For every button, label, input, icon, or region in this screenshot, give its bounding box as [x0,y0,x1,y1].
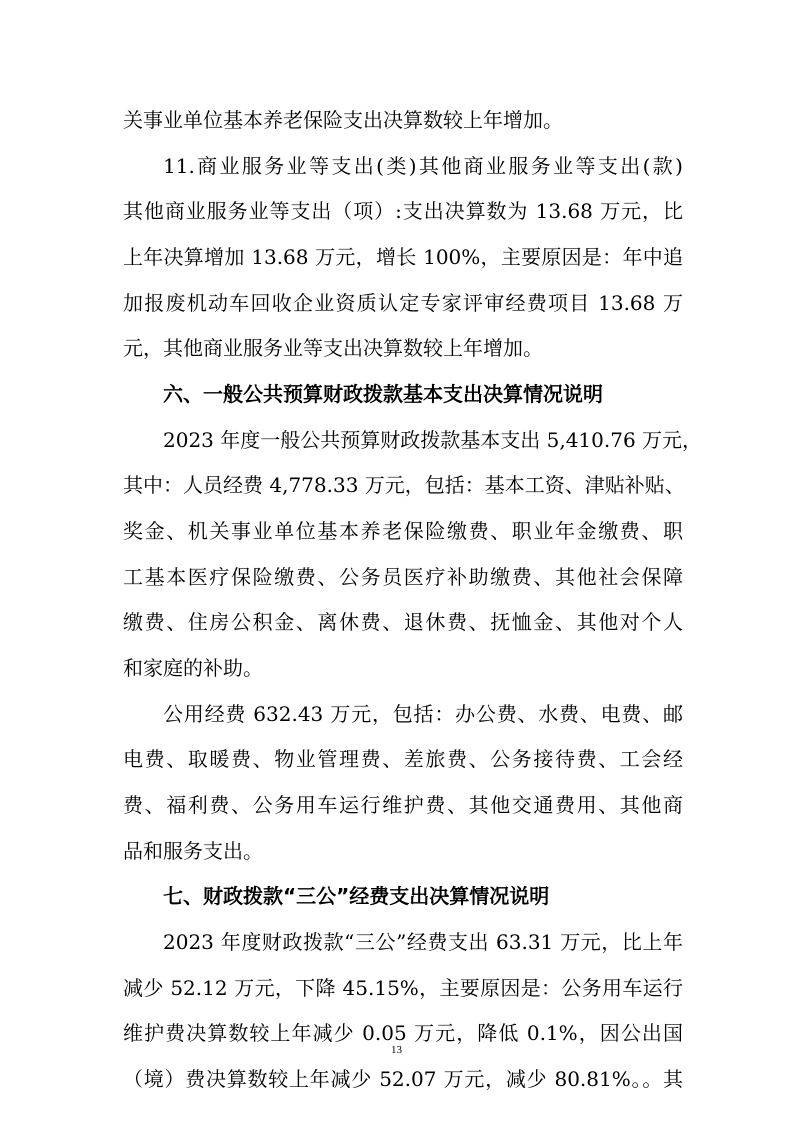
section-heading: 六、一般公共预算财政拨款基本支出决算情况说明 [163,382,603,406]
paragraph-line: 和家庭的补助。 [123,656,263,680]
paragraph-line: （境）费决算数较上年减少 52.07 万元，减少 80.81%。。其 [123,1067,683,1091]
paragraph-line: 奖金、机关事业单位基本养老保险缴费、职业年金缴费、职 [123,519,683,543]
paragraph-line: 2023 年度一般公共预算财政拨款基本支出 5,410.76 万元， [163,428,703,452]
paragraph-line: 加报废机动车回收企业资质认定专家评审经费项目 13.68 万 [123,291,683,315]
paragraph-line: 减少 52.12 万元，下降 45.15%，主要原因是：公务用车运行 [123,976,683,1000]
paragraph-line: 工基本医疗保险缴费、公务员医疗补助缴费、其他社会保障 [123,565,683,589]
paragraph-line: 缴费、住房公积金、离休费、退休费、抚恤金、其他对个人 [123,610,683,634]
paragraph-line: 维护费决算数较上年减少 0.05 万元，降低 0.1%，因公出国 [123,1021,683,1045]
paragraph-line: 其中：人员经费 4,778.33 万元，包括：基本工资、津贴补贴、 [123,473,685,497]
page-number: 13 [391,1044,402,1056]
paragraph-line: 元，其他商业服务业等支出决算数较上年增加。 [123,336,543,360]
paragraph-line: 11.商业服务业等支出(类)其他商业服务业等支出(款) [163,154,683,178]
paragraph-line: 上年决算增加 13.68 万元，增长 100%，主要原因是：年中追 [123,245,683,269]
paragraph-line: 公用经费 632.43 万元，包括：办公费、水费、电费、邮 [163,702,683,726]
paragraph-line: 费、福利费、公务用车运行维护费、其他交通费用、其他商 [123,793,683,817]
paragraph-line: 电费、取暖费、物业管理费、差旅费、公务接待费、工会经 [123,747,683,771]
paragraph-line: 其他商业服务业等支出（项）:支出决算数为 13.68 万元，比 [123,199,683,223]
paragraph-line: 2023 年度财政拨款“三公”经费支出 63.31 万元，比上年 [163,930,683,954]
paragraph-line: 关事业单位基本养老保险支出决算数较上年增加。 [123,108,563,132]
paragraph-line: 品和服务支出。 [123,839,263,863]
section-heading: 七、财政拨款“三公”经费支出决算情况说明 [163,884,550,908]
